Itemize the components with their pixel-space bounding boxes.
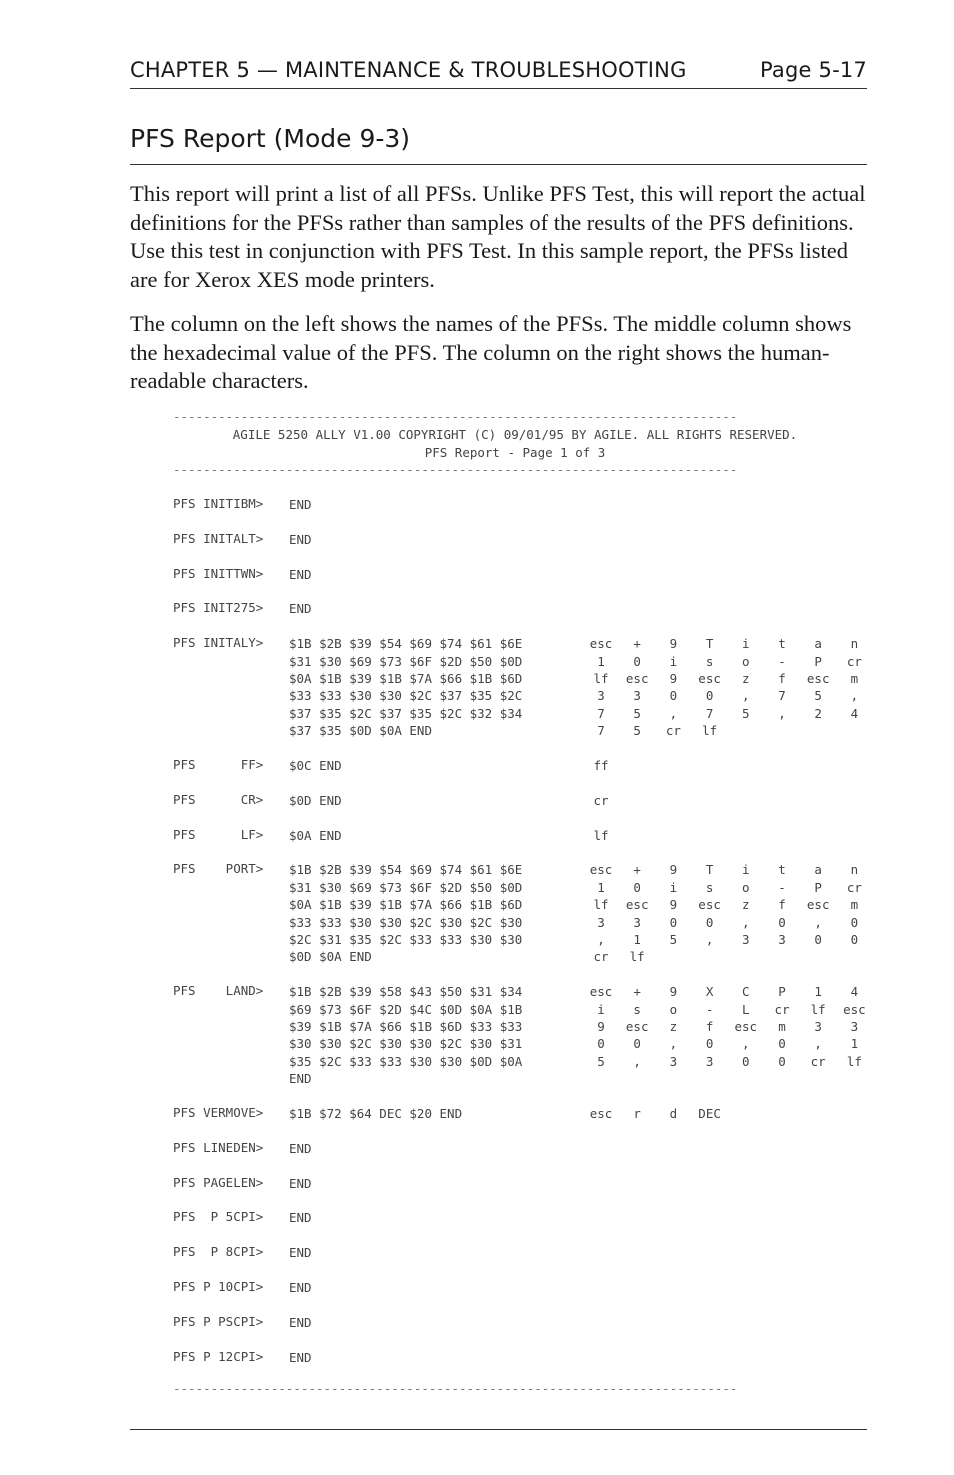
pfs-char: d [669, 1106, 678, 1121]
pfs-char: 3 [633, 688, 641, 704]
pfs-char: 9 [669, 862, 678, 878]
pfs-char: C [742, 984, 750, 1000]
pfs-char: s [705, 879, 714, 895]
pfs-char: esc [625, 670, 649, 686]
pfs-char: i [742, 862, 750, 878]
pfs-char-row [591, 670, 873, 687]
pfs-name: PFS P 8CPI> [173, 1244, 264, 1260]
pfs-hex-line: $69 $73 $6F $2D $4C $0D $0A $1B [289, 1001, 523, 1017]
pfs-hex-line: END [289, 1349, 312, 1365]
pfs-char: 1 [597, 653, 605, 669]
pfs-char: 1 [814, 984, 822, 1000]
pfs-hex-line: $37 $35 $2C $37 $35 $2C $32 $34 [289, 705, 523, 721]
pfs-hex-line: END [289, 566, 312, 582]
pfs-char: , [669, 705, 678, 721]
pfs-hex-values [289, 1175, 312, 1192]
pfs-name: PFS P 12CPI> [173, 1348, 264, 1364]
pfs-char: P [814, 653, 822, 669]
pfs-char: n [850, 862, 859, 878]
footer-rule [130, 1429, 867, 1430]
pfs-hex-line: END [289, 1314, 312, 1330]
chapter-title: CHAPTER 5 — MAINTENANCE & TROUBLESHOOTING [130, 58, 687, 82]
report-banner: AGILE 5250 ALLY V1.00 COPYRIGHT (C) 09/01/95 BY AGILE. ALL RIGHTS RESERVED. [232, 427, 798, 442]
pfs-char: 9 [669, 636, 678, 652]
pfs-char: esc [589, 984, 613, 1000]
pfs-char: , [742, 1036, 750, 1052]
pfs-char: 9 [669, 897, 678, 913]
pfs-char: s [633, 1001, 641, 1017]
pfs-char-row [591, 896, 873, 913]
pfs-char: 0 [705, 1036, 714, 1052]
pfs-char-row [591, 1105, 873, 1122]
pfs-name: PFS PAGELEN> [173, 1174, 264, 1190]
pfs-char: esc [734, 1018, 758, 1034]
pfs-hex-values [289, 792, 342, 809]
pfs-char: 3 [705, 1053, 714, 1069]
pfs-hex-line: $37 $35 $0D $0A END [289, 723, 432, 739]
pfs-hex-values [289, 600, 312, 617]
pfs-name: PFS INITALY> [173, 635, 264, 651]
pfs-char: 0 [778, 1053, 786, 1069]
pfs-char: T [705, 636, 714, 652]
pfs-char: o [742, 879, 750, 895]
pfs-char-values [591, 983, 873, 1070]
pfs-char-values [591, 827, 873, 844]
pfs-hex-line: END [289, 1280, 312, 1295]
pfs-char: 7 [778, 688, 786, 704]
pfs-char-values [591, 757, 873, 774]
pfs-char-row [591, 792, 873, 809]
pfs-char-row [591, 879, 873, 896]
report-top-rule: --------------------------------------------------------------------------- [173, 409, 738, 424]
pfs-char: , [597, 931, 605, 947]
pfs-char: lf [593, 827, 609, 843]
pfs-hex-line: $0A END [289, 827, 342, 843]
pfs-char: lf [702, 723, 718, 739]
pfs-hex-line: $1B $2B $39 $54 $69 $74 $61 $6E [289, 636, 523, 652]
pfs-char: 9 [597, 1018, 605, 1034]
pfs-hex-line: $0C END [289, 758, 342, 773]
pfs-char: 5 [669, 931, 678, 947]
pfs-hex-line: $1B $72 $64 DEC $20 END [289, 1106, 463, 1121]
pfs-hex-values [289, 1279, 312, 1296]
pfs-char: 0 [850, 931, 859, 947]
pfs-char: cr [810, 1053, 826, 1069]
pfs-char: f [778, 670, 786, 686]
pfs-char: m [850, 670, 859, 686]
pfs-char: 5 [597, 1053, 605, 1069]
pfs-hex-line: END [289, 1210, 312, 1226]
pfs-char: i [597, 1001, 605, 1017]
pfs-hex-line: $1B $2B $39 $58 $43 $50 $31 $34 [289, 984, 523, 1000]
pfs-char: 7 [597, 723, 605, 739]
pfs-char: 0 [669, 914, 678, 930]
pfs-char: 3 [814, 1018, 822, 1034]
pfs-char-row [591, 1053, 873, 1070]
report-header-rule: --------------------------------------------------------------------------- [173, 462, 738, 477]
pfs-char: cr [665, 723, 681, 739]
pfs-char: 5 [633, 723, 641, 739]
pfs-char: 3 [850, 1018, 859, 1034]
pfs-hex-values [289, 1140, 312, 1157]
pfs-char: lf [846, 1053, 862, 1069]
pfs-char: n [850, 636, 859, 652]
pfs-char: ff [593, 758, 609, 773]
pfs-hex-line: END [289, 1175, 312, 1191]
pfs-name: PFS INITTWN> [173, 565, 264, 581]
pfs-char: 7 [597, 705, 605, 721]
pfs-char-row [591, 635, 873, 652]
pfs-char-row [591, 861, 873, 878]
pfs-char: DEC [698, 1106, 721, 1121]
pfs-char-row [591, 757, 873, 774]
pfs-char-row [591, 827, 873, 844]
pfs-hex-values [289, 1105, 462, 1122]
pfs-hex-line: $31 $30 $69 $73 $6F $2D $50 $0D [289, 879, 523, 895]
pfs-char: f [778, 897, 786, 913]
pfs-char: z [742, 670, 750, 686]
pfs-name: PFS INITALT> [173, 530, 264, 546]
pfs-char-values [591, 635, 873, 739]
pfs-hex-line: $0D END [289, 792, 342, 808]
pfs-char-row [591, 983, 873, 1000]
pfs-hex-line: $39 $1B $7A $66 $1B $6D $33 $33 [289, 1019, 523, 1034]
pfs-char: cr [774, 1001, 790, 1017]
pfs-name: PFS FF> [173, 757, 264, 772]
pfs-char-row [591, 931, 873, 948]
pfs-char: 0 [814, 931, 822, 947]
pfs-char: cr [593, 949, 609, 965]
pfs-char: , [705, 931, 714, 947]
pfs-char: a [814, 636, 822, 652]
pfs-char-row [591, 1001, 873, 1018]
pfs-name: PFS CR> [173, 791, 264, 807]
pfs-char: 0 [597, 1036, 605, 1052]
pfs-hex-line: $0D $0A END [289, 949, 372, 965]
pfs-hex-values [289, 1314, 312, 1331]
pfs-char: 0 [778, 1036, 786, 1052]
pfs-hex-values [289, 1349, 312, 1366]
pfs-hex-line: $0A $1B $39 $1B $7A $66 $1B $6D [289, 897, 523, 913]
pfs-char: t [778, 862, 786, 878]
pfs-char: P [814, 879, 822, 895]
pfs-char: + [633, 984, 641, 1000]
pfs-char: - [705, 1001, 714, 1017]
pfs-char: L [742, 1001, 750, 1017]
pfs-char: esc [589, 636, 613, 652]
section-title: PFS Report (Mode 9-3) [130, 124, 867, 165]
pfs-char: esc [843, 1001, 866, 1017]
pfs-char: 0 [778, 914, 786, 930]
pfs-hex-line: $1B $2B $39 $54 $69 $74 $61 $6E [289, 862, 523, 878]
pfs-char: , [742, 688, 750, 704]
pfs-char: 3 [597, 688, 605, 704]
pfs-char: , [778, 705, 786, 721]
pfs-hex-values [289, 983, 522, 1087]
pfs-char: 3 [778, 931, 786, 947]
pfs-char: cr [846, 879, 862, 895]
pfs-name: PFS LAND> [173, 983, 264, 999]
pfs-char-values [591, 792, 873, 809]
pfs-char: 4 [850, 984, 859, 1000]
pfs-char: 1 [597, 879, 605, 895]
pfs-char: 9 [669, 670, 678, 686]
pfs-hex-values [289, 496, 312, 513]
pfs-char: 3 [742, 931, 750, 947]
pfs-name: PFS LF> [173, 826, 264, 842]
page-number: Page 5-17 [760, 58, 867, 82]
pfs-name: PFS P 5CPI> [173, 1209, 264, 1225]
pfs-name: PFS LINEDEN> [173, 1139, 264, 1155]
pfs-char-row [591, 653, 873, 670]
pfs-char: P [778, 984, 786, 1000]
page-header [130, 56, 867, 89]
pfs-char: r [633, 1106, 641, 1121]
pfs-char: + [633, 862, 641, 878]
pfs-hex-values [289, 757, 342, 774]
pfs-char: 9 [669, 984, 678, 1000]
pfs-char: lf [629, 949, 645, 965]
pfs-char: 2 [814, 705, 822, 721]
pfs-char: , [669, 1036, 678, 1052]
pfs-char: o [669, 1001, 678, 1017]
pfs-char: 0 [850, 914, 859, 930]
pfs-char: cr [846, 653, 862, 669]
pfs-char: 0 [705, 914, 714, 930]
pfs-hex-line: END [289, 1071, 312, 1087]
pfs-char: 0 [742, 1053, 750, 1069]
pfs-char: esc [625, 1018, 649, 1034]
pfs-char: 3 [669, 1053, 678, 1069]
pfs-char: i [669, 653, 678, 669]
pfs-hex-line: END [289, 1245, 312, 1261]
pfs-hex-values [289, 635, 522, 739]
pfs-char: - [778, 879, 786, 895]
pfs-char-row [591, 948, 873, 965]
pfs-char: cr [593, 792, 609, 808]
pfs-name: PFS INITIBM> [173, 496, 264, 511]
pfs-hex-values [289, 827, 342, 844]
pfs-char: esc [806, 670, 830, 686]
pfs-char: 0 [705, 688, 714, 704]
pfs-char: t [778, 636, 786, 652]
pfs-char: lf [810, 1001, 826, 1017]
pfs-hex-values [289, 1244, 312, 1261]
pfs-char-row [591, 722, 873, 739]
pfs-char: 0 [633, 1036, 641, 1052]
pfs-char: esc [589, 862, 613, 878]
pfs-char: lf [593, 670, 609, 686]
pfs-char: , [633, 1053, 641, 1069]
pfs-char: 5 [633, 705, 641, 721]
pfs-char: - [778, 653, 786, 669]
pfs-hex-line: $2C $31 $35 $2C $33 $33 $30 $30 [289, 932, 523, 948]
pfs-hex-line: $33 $33 $30 $30 $2C $30 $2C $30 [289, 914, 523, 930]
pfs-char: f [705, 1018, 714, 1034]
columns-paragraph: The column on the left shows the names of the PFSs. The middle column shows the hexadecimal value of the PFS. The column on the right shows the human-readable characters. [130, 311, 852, 394]
pfs-char: X [705, 984, 714, 1000]
pfs-char: m [778, 1018, 786, 1034]
pfs-char: a [814, 862, 822, 878]
pfs-char-row [591, 705, 873, 722]
pfs-char: 5 [814, 688, 822, 704]
pfs-char: + [633, 636, 641, 652]
pfs-char: T [705, 862, 714, 878]
pfs-char: 0 [633, 879, 641, 895]
pfs-char: s [705, 653, 714, 669]
pfs-char: 0 [633, 653, 641, 669]
pfs-char-row [591, 687, 873, 704]
intro-paragraph: This report will print a list of all PFSs. Unlike PFS Test, this will report the actual definitions for the PFSs rather than samples of the results of the PFS definitions. Use this test in conjunction with PFS Test. In this sample report, the PFSs listed are for Xerox XES mode printers. [130, 181, 866, 292]
pfs-hex-line: $31 $30 $69 $73 $6F $2D $50 $0D [289, 653, 523, 669]
pfs-char: , [814, 914, 822, 930]
pfs-char: esc [698, 670, 721, 686]
pfs-char: z [742, 897, 750, 913]
pfs-hex-values [289, 861, 522, 965]
pfs-hex-line: $30 $30 $2C $30 $30 $2C $30 $31 [289, 1036, 523, 1052]
pfs-char: 3 [597, 914, 605, 930]
pfs-char: z [669, 1018, 678, 1034]
pfs-char-values [591, 861, 873, 965]
pfs-hex-line: END [289, 497, 312, 512]
pfs-char: esc [698, 897, 721, 913]
pfs-name: PFS VERMOVE> [173, 1105, 264, 1120]
pfs-char: , [742, 914, 750, 930]
pfs-hex-line: END [289, 601, 312, 617]
pfs-char-row [591, 1018, 873, 1035]
pfs-char: 1 [633, 931, 641, 947]
pfs-char: 7 [705, 705, 714, 721]
pfs-char: 5 [742, 705, 750, 721]
pfs-name: PFS PORT> [173, 861, 264, 877]
pfs-char: 4 [850, 705, 859, 721]
pfs-name: PFS P 10CPI> [173, 1279, 264, 1294]
pfs-char-row [591, 1035, 873, 1052]
pfs-char: m [850, 897, 859, 913]
pfs-hex-line: $35 $2C $33 $33 $30 $30 $0D $0A [289, 1053, 523, 1069]
pfs-name: PFS INIT275> [173, 600, 264, 616]
pfs-char: 3 [633, 914, 641, 930]
pfs-char: esc [589, 1106, 613, 1121]
pfs-char: i [669, 879, 678, 895]
pfs-char: 1 [850, 1036, 859, 1052]
pfs-char: lf [593, 897, 609, 913]
report-bottom-rule: --------------------------------------------------------------------------- [173, 1381, 738, 1396]
pfs-char-values [591, 1105, 873, 1122]
pfs-hex-line: END [289, 1140, 312, 1156]
pfs-hex-line: $33 $33 $30 $30 $2C $37 $35 $2C [289, 688, 523, 704]
report-subtitle: PFS Report - Page 1 of 3 [424, 445, 606, 460]
pfs-char-row [591, 914, 873, 931]
pfs-hex-line: END [289, 531, 312, 547]
pfs-char: i [742, 636, 750, 652]
pfs-char: esc [806, 897, 830, 913]
pfs-char: esc [625, 897, 649, 913]
pfs-char: , [814, 1036, 822, 1052]
pfs-hex-line: $0A $1B $39 $1B $7A $66 $1B $6D [289, 671, 523, 686]
pfs-hex-values [289, 531, 312, 548]
pfs-name: PFS P PSCPI> [173, 1313, 264, 1329]
pfs-hex-values [289, 1209, 312, 1226]
pfs-char: , [850, 688, 859, 704]
pfs-char: o [742, 653, 750, 669]
pfs-char: 0 [669, 688, 678, 704]
pfs-hex-values [289, 566, 312, 583]
